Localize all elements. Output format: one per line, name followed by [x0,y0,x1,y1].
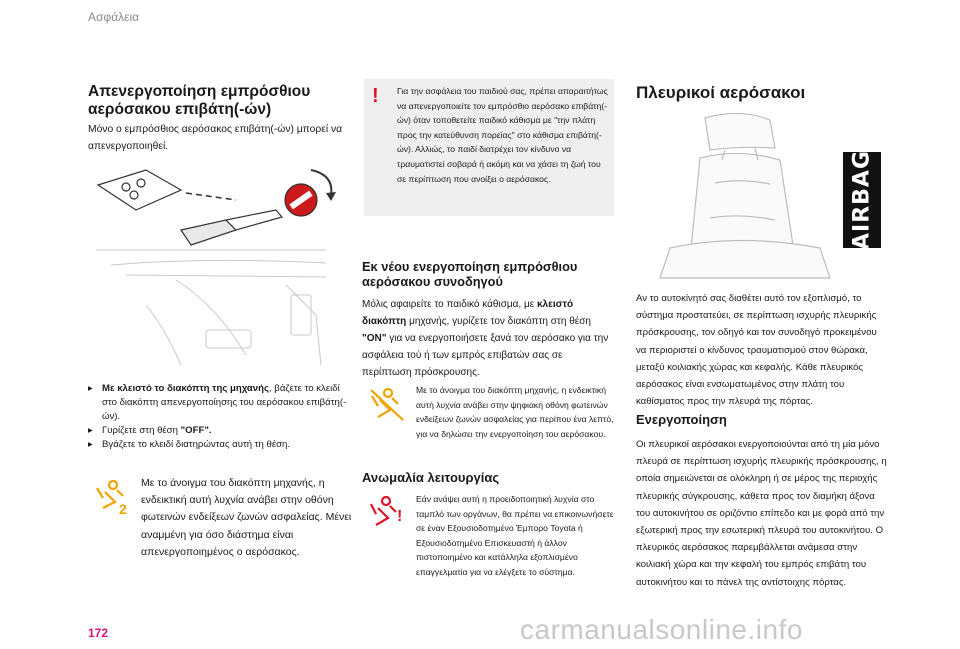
step-item [88,382,356,424]
watermark: carmanualsonline.info [520,614,803,645]
bullet-arrow-icon: ▸ [88,383,93,394]
activation-text: Οι πλευρικοί αερόσακοι ενεργοποιούνται από τη μία μόνο πλευρά σε περίπτωση ισχυρής πλευρικής πρόσκρουσης, η οποία σημειώνεται σε ολόκληρη ή σε μέρος της περιοχής πλευρικής σύγκρουσης, κάθετα προς τον διαμήκη άξονα του αυτοκινήτου σε οριζόντιο επίπεδο και με φορά από την εξωτερική προς την εσωτερική πλευρά του αυτοκινήτου. Ο πλευρικός αερόσακος παρεμβάλλεται ανάμεσα στην κοιλιακή χώρα και την κεφαλή του εμπρός επιβάτη του αυτοκινήτου και το πάνελ της αντίστοιχης πόρτας. [636,439,887,588]
airbag-label: AIRBAG [843,152,881,248]
key-switch-illustration [86,155,336,370]
svg-text:!: ! [397,508,403,525]
activation-title: Ενεργοποίηση [636,412,727,427]
step-bold: "OFF". [180,425,212,436]
bullet-arrow-icon: ▸ [88,439,93,450]
deactivation-intro: Μόνο ο εμπρόσθιος αερόσακος επιβάτη(-ών) μπορεί να απενεργοποιηθεί. [88,124,343,152]
reactivation-icon-note: Με το άνοιγμα του διακόπτη μηχανής, η ενδεικτική αυτή λυχνία ανάβει στην ψηφιακή οθόνη φωτεινών ενδείξεων ζωνών ασφαλείας για περίπου ένα λεπτό, για να δηλώσει την ενεργοποίηση του αερόσακου. [416,385,614,439]
malfunction-note: Εάν ανάψει αυτή η προειδοποιητική λυχνία στο ταμπλό των οργάνων, θα πρέπει να επικοινωνήσετε σε έναν Εξουσιοδοτημένο Έμπορο Toyota ή Εξουσιοδοτημένο Επισκευαστή ή άλλον πιστοποιημένο και κατάλληλα εξοπλισμένο επαγγελματία για να ελέγξετε το σύστημα. [416,494,614,577]
deactivation-icon-note: Με το άνοιγμα του διακόπτη μηχανής, η ενδεικτική αυτή λυχνία ανάβει στην οθόνη φωτεινών ενδείξεων ζωνών ασφαλείας. Μένει αναμμένη για όσο διάστημα είναι απενεργοποιημένος ο αερόσακος. [141,477,352,558]
step-text: Βγάζετε το κλειδί διατηρώντας αυτή τη θέση. [102,439,291,450]
step-bold: Με κλειστό το διακόπτη της μηχανής [102,383,269,394]
seat-illustration [630,108,875,283]
child-seat-warning-text: Για την ασφάλεια του παιδιού σας, πρέπει απαραιτήτως να απενεργοποιείτε τον εμπρόσθιο αερόσακο επιβάτη(-ών) όταν τοποθετείτε παιδικό κάθισμα με "την πλάτη προς την κατεύθυνση πορείας" στο κάθισμα επιβάτη(-ών). Αλλιώς, το παιδί διατρέχει τον κίνδυνο να τραυματιστεί σοβαρά ή ακόμη και να χάσει τη ζωή του σε περίπτωση που ανοίξει ο αερόσακος. [397,86,608,184]
deactivation-title: Απενεργοποίηση εμπρόσθιου αερόσακου επιβάτη(-ών) [88,83,311,118]
reactivation-title: Εκ νέου ενεργοποίηση εμπρόσθιου αερόσακου συνοδηγού [362,259,578,289]
step-item [88,424,356,438]
airbag-fault-icon [368,495,408,535]
step-item [88,438,356,452]
deactivation-steps [88,382,356,452]
side-airbags-title: Πλευρικοί αερόσακοι [636,83,806,102]
airbag-on-indicator-icon [368,387,408,423]
svg-text:2: 2 [119,501,127,517]
airbag-off-warning-icon [93,478,135,518]
malfunction-title: Ανωμαλία λειτουργίας [362,470,500,485]
child-seat-warning-box [364,79,614,216]
page-number: 172 [88,626,109,640]
bullet-arrow-icon: ▸ [88,425,93,436]
section-header: Ασφάλεια [88,10,140,24]
step-text: Γυρίζετε στη θέση [102,425,181,436]
reactivation-text: Μόλις αφαιρείτε το παιδικό κάθισμα, με κλειστό διακόπτη μηχανής, γυρίζετε τον διακόπτη στη θέση "ON" για να ενεργοποιήσετε ξανά τον αερόσακο για την ασφάλεια τού ή των εμπρός επιβατών σας σε περίπτωση πρόσκρουσης. [362,299,609,378]
warning-exclamation-icon: ! [372,85,379,107]
step-text: , βάζετε το κλειδί στο διακόπτη απενεργοποίησης του αερόσακου επιβάτη(-ών). [102,383,347,422]
side-airbags-intro: Αν το αυτοκίνητό σας διαθέτει αυτό τον εξοπλισμό, το σύστημα προστατεύει, σε περίπτωση ισχυρής πλευρικής πρόσκρουσης, τον οδηγό και τον συνοδηγό προκειμένου να περιοριστεί ο κίνδυνος τραυματισμού στον θώρακα, μεταξύ κοιλιακής χώρας και κεφαλής. Κάθε πλευρικός αερόσακος είναι ενσωματωμένος στην πλάτη του καθίσματος προς την πλευρά της πόρτας. [636,293,877,408]
